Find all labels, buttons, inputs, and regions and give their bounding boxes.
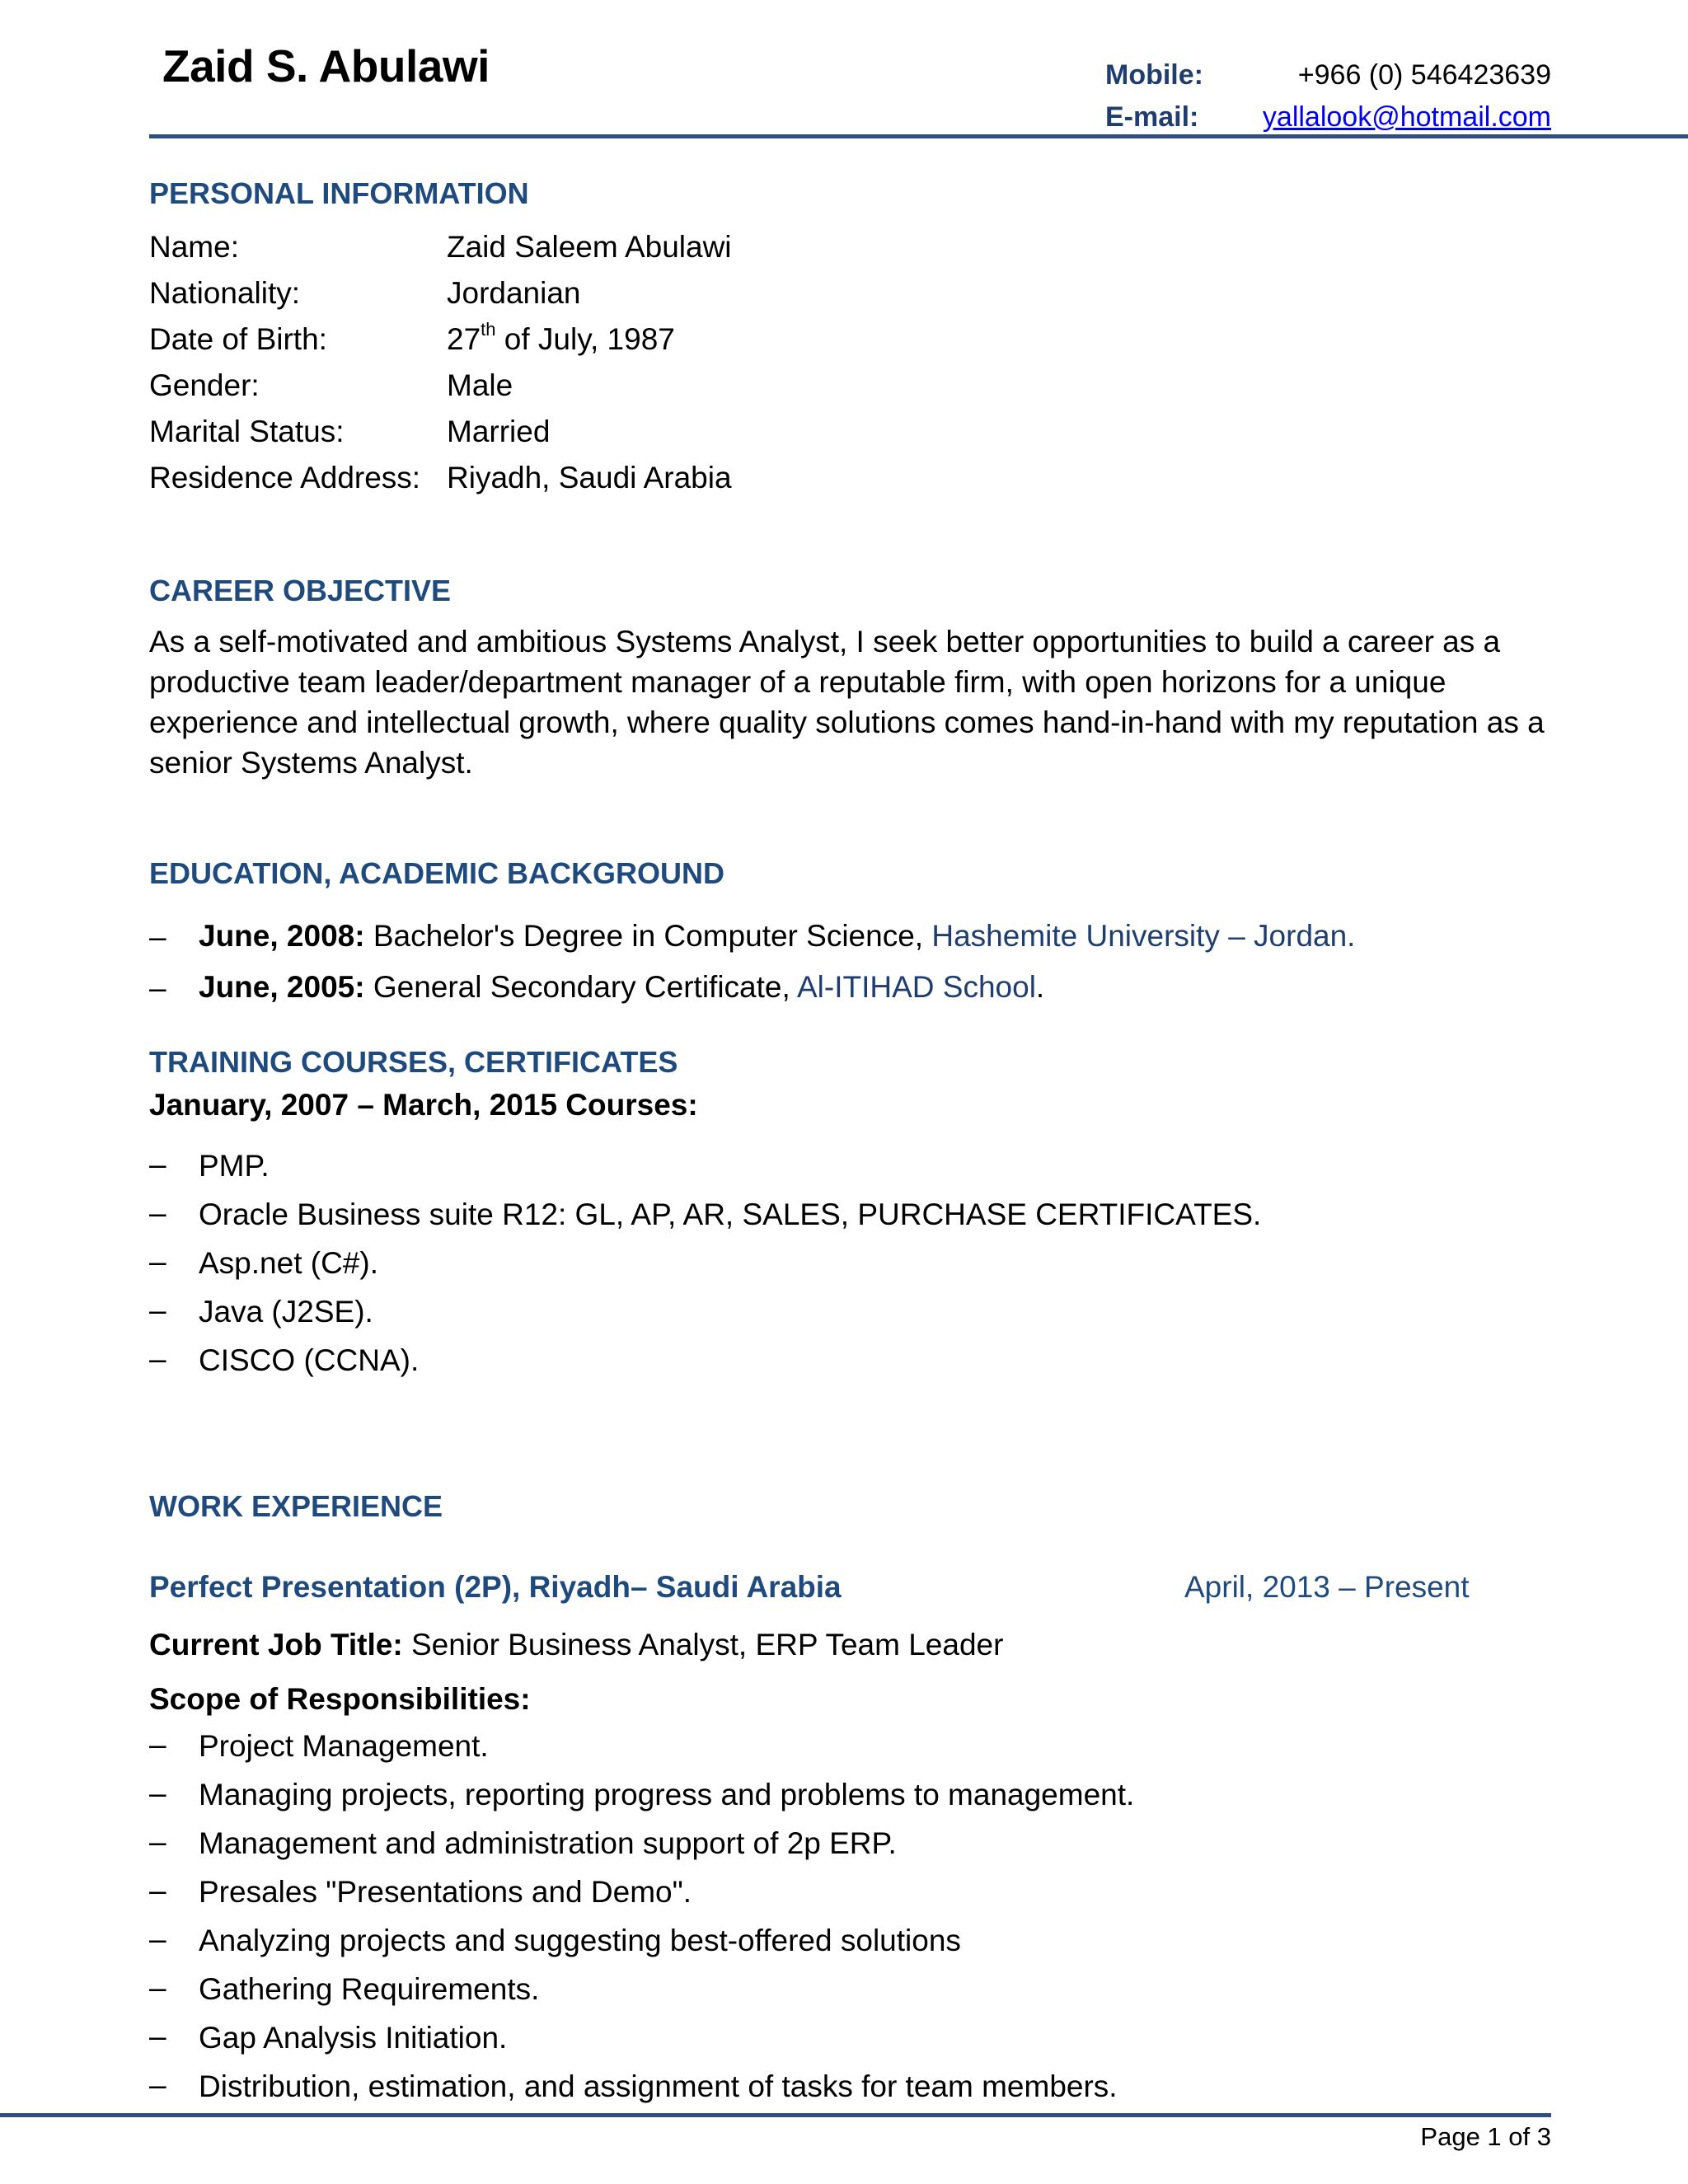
objective-text: As a self-motivated and ambitious Systems Analyst, I seek better opportunities to build a career as a productive team leader/department manager of a reputable firm, with open horizons for a unique experience and intellectual growth, where quality solutions comes hand-in-hand with my reputation as a senior Systems Analyst. (149, 625, 1545, 780)
personal-heading: PERSONAL INFORMATION (149, 176, 529, 210)
dob-suffix: th (481, 318, 496, 340)
work-heading: WORK EXPERIENCE (149, 1489, 443, 1523)
list-bullet: – (149, 1825, 166, 1858)
job-title-value: Senior Business Analyst, ERP Team Leader (402, 1628, 1004, 1661)
list-bullet: – (149, 2068, 166, 2102)
info-label-gender: Gender: (149, 368, 260, 402)
info-value-name: Zaid Saleem Abulawi (447, 230, 732, 264)
scope-label: Scope of Responsibilities: (149, 1682, 531, 1716)
email-link[interactable]: yallalook@hotmail.com (1262, 101, 1551, 133)
education-desc: General Secondary Certificate, (364, 970, 797, 1004)
education-institution: Hashemite University – Jordan. (931, 919, 1356, 953)
list-bullet: – (149, 971, 166, 1005)
job-title-label: Current Job Title: (149, 1628, 403, 1661)
footer-rule (0, 2113, 1551, 2117)
responsibility-item: Analyzing projects and suggesting best-offered solutions (199, 1924, 961, 1957)
training-subheading: January, 2007 – March, 2015 Courses: (149, 1088, 698, 1122)
info-value-marital: Married (447, 415, 551, 448)
mobile-label: Mobile: (1105, 59, 1203, 91)
responsibility-item: Project Management. (199, 1729, 489, 1763)
info-label-address: Residence Address: (149, 461, 421, 494)
training-item: Java (J2SE). (199, 1295, 373, 1329)
responsibility-item: Gathering Requirements. (199, 1972, 540, 2006)
info-label-name: Name: (149, 230, 239, 264)
education-desc: Bachelor's Degree in Computer Science, (364, 919, 932, 953)
education-tail: . (1035, 970, 1045, 1004)
info-value-address: Riyadh, Saudi Arabia (447, 461, 732, 494)
responsibility-item: Managing projects, reporting progress and problems to management. (199, 1778, 1135, 1811)
list-bullet: – (149, 1776, 166, 1810)
info-label-dob: Date of Birth: (149, 322, 327, 356)
info-value-gender: Male (447, 368, 513, 402)
education-institution: Al-ITIHAD School (797, 970, 1036, 1004)
header-rule (149, 134, 1688, 138)
list-bullet: – (149, 1342, 166, 1376)
dob-rest: of July, 1987 (495, 322, 675, 356)
training-item: PMP. (199, 1149, 270, 1183)
objective-heading: CAREER OBJECTIVE (149, 574, 452, 607)
education-item (199, 967, 1044, 1007)
list-bullet: – (149, 920, 166, 954)
education-item (199, 916, 1355, 956)
training-item: CISCO (CCNA). (199, 1343, 420, 1377)
list-bullet: – (149, 1196, 166, 1230)
list-bullet: – (149, 1147, 166, 1181)
responsibility-item: Gap Analysis Initiation. (199, 2021, 508, 2055)
list-bullet: – (149, 1971, 166, 2004)
job-title (149, 1624, 1003, 1665)
list-bullet: – (149, 1293, 166, 1327)
resume-name: Zaid S. Abulawi (162, 40, 490, 91)
responsibility-item: Distribution, estimation, and assignment of tasks for team members. (199, 2069, 1118, 2103)
responsibility-item: Presales "Presentations and Demo". (199, 1875, 692, 1909)
employment-period: April, 2013 – Present (1184, 1570, 1470, 1604)
list-bullet: – (149, 1727, 166, 1761)
training-item: Asp.net (C#). (199, 1246, 378, 1280)
education-heading: EDUCATION, ACADEMIC BACKGROUND (149, 856, 724, 890)
education-date: June, 2008: (199, 919, 365, 953)
list-bullet: – (149, 1244, 166, 1278)
training-heading: TRAINING COURSES, CERTIFICATES (149, 1045, 678, 1079)
list-bullet: – (149, 1922, 166, 1956)
info-label-nationality: Nationality: (149, 276, 301, 310)
info-value-nationality: Jordanian (447, 276, 581, 310)
info-label-marital: Marital Status: (149, 415, 345, 448)
page-number: Page 1 of 3 (1420, 2122, 1551, 2151)
info-value-dob (447, 318, 675, 357)
dob-day: 27 (447, 322, 481, 356)
list-bullet: – (149, 2019, 166, 2053)
education-date: June, 2005: (199, 970, 365, 1004)
company-name: Perfect Presentation (2P), Riyadh– Saudi Arabia (149, 1570, 842, 1604)
responsibility-item: Management and administration support of 2p ERP. (199, 1826, 897, 1860)
list-bullet: – (149, 1873, 166, 1907)
training-item: Oracle Business suite R12: GL, AP, AR, SALES, PURCHASE CERTIFICATES. (199, 1197, 1262, 1231)
email-label: E-mail: (1105, 101, 1199, 133)
mobile-value: +966 (0) 546423639 (1297, 59, 1551, 91)
